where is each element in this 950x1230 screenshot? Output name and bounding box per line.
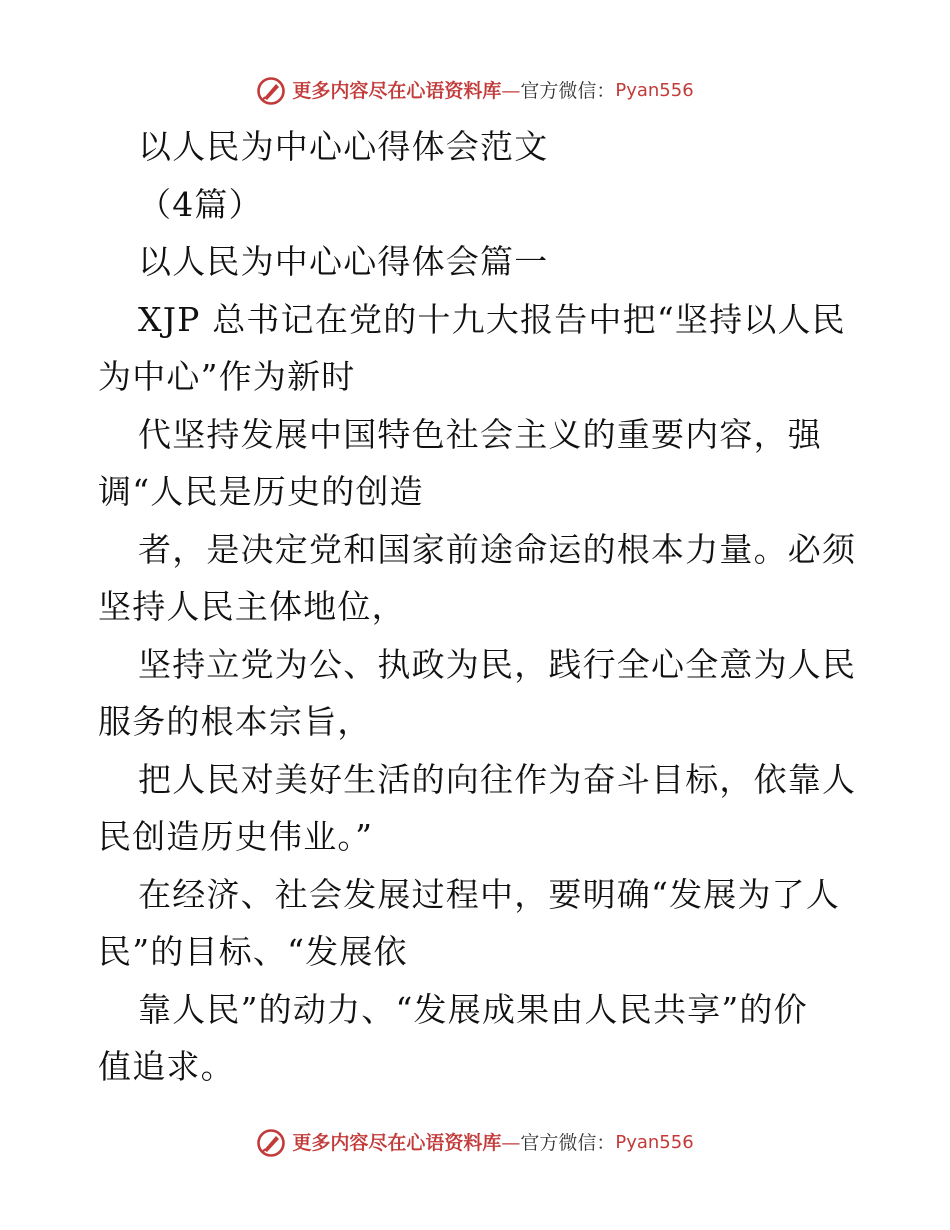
text-line: 坚持立党为公、执政为民，践行全心全意为人民: [138, 644, 857, 684]
document-body: [98, 118, 858, 1096]
header-watermark: [0, 76, 950, 106]
banner-wechat-id: Pyan556: [615, 80, 694, 101]
text-line: 值追求。: [98, 1047, 235, 1086]
text-line: 代坚持发展中国特色社会主义的重要内容，强: [138, 414, 822, 454]
banner-main-text: 更多内容尽在心语资料库: [292, 80, 502, 102]
banner-main-text: 更多内容尽在心语资料库: [292, 1132, 502, 1154]
text-line: 服务的根本宗旨，: [98, 702, 372, 741]
quill-logo-icon: [256, 76, 286, 106]
text-line: 为中心”作为新时: [98, 357, 356, 396]
document-title: 以人民为中心心得体会范文: [138, 127, 549, 166]
footer-watermark: [0, 1128, 950, 1158]
banner-wechat-label: 官方微信：: [520, 80, 616, 102]
text-line: XJP 总书记在党的十九大报告中把“坚持以人民: [138, 299, 846, 339]
text-line: 在经济、社会发展过程中，要明确“发展为了人: [138, 874, 841, 914]
banner-wechat-id: Pyan556: [615, 1132, 694, 1153]
banner-separator: —: [501, 1132, 521, 1154]
text-line: 坚持人民主体地位，: [98, 587, 406, 626]
banner-wechat-label: 官方微信：: [520, 1132, 616, 1154]
text-line: 者，是决定党和国家前途命运的根本力量。必须: [138, 529, 857, 569]
text-line: 靠人民”的动力、“发展成果由人民共享”的价: [138, 989, 808, 1029]
document-subtitle: （4篇）: [138, 184, 263, 224]
text-line: 把人民对美好生活的向往作为奋斗目标，依靠人: [138, 759, 857, 799]
text-line: 民创造历史伟业。”: [98, 817, 374, 856]
text-line: 民”的目标、“发展依: [98, 932, 408, 971]
section-heading: 以人民为中心心得体会篇一: [138, 242, 549, 281]
quill-logo-icon: [256, 1128, 286, 1158]
text-line: 调“人民是历史的创造: [98, 472, 424, 511]
banner-separator: —: [501, 80, 521, 102]
